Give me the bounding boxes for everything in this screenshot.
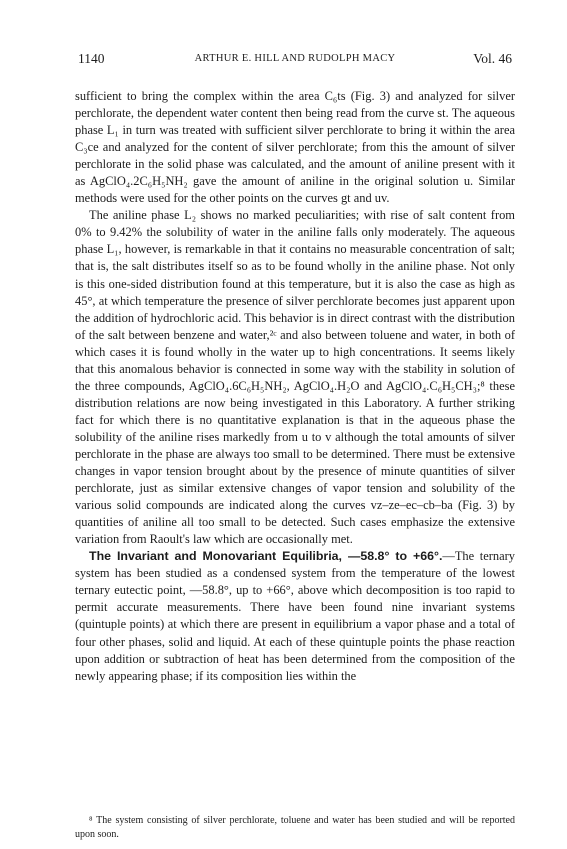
paragraph-aniline-phase: The aniline phase L₂ shows no marked peculiarities; with rise of salt content from 0% to 9.42% the solubility of water in the aniline falls only moderately. The aqueous phase L₁, however, is remarkable in that it contains no measurable concentration of salt; that is, the salt distributes itself so as to be found wholly in the aniline phase. Not only is this one-sided distribution found at this temperature, but it is also the case as high as 45°, at which temperature the presence of silver perchlorate becomes just apparent upon the addition of hydrochloric acid. This behavior is in direct contrast with the distribution of the salt between benzene and water,²ᶜ and also between toluene and water, in both of which cases it is found wholly in the water up to high concentrations. It seems likely that this anomalous behavior is connected in some way with the stability in solution of the three compounds, AgClO₄.6C₆H₅NH₂, AgClO₄.H₂O and AgClO₄.C₆H₅CH₃;⁸ these distribution relations are now being investigated in this Laboratory. A further striking fact for which there is no quantitative explanation is that in the aqueous phase the solubility of the aniline rises markedly from u to v although the total amounts of silver perchlorate in the phase are always too small to be determined. There must be extensive changes in vapor tension brought about by the presence of minute quantities of silver perchlorate, just as similar extensive changes of vapor tension and solubility of the various solid compounds are indicated along the curves vz–ze–ec–cb–ba (Fig. 3) by quantities of aniline all too small to be detected. Such cases emphasize the extensive variation from Raoult's law which are occasionally met. [75,208,515,547]
section-heading: The Invariant and Monovariant Equilibria, —58.8° to +66°. [89,549,443,564]
body-text [75,88,515,685]
running-title: ARTHUR E. HILL AND RUDOLPH MACY [194,53,396,64]
page-number: 1140 [78,51,105,66]
paragraph-invariant-equilibria [75,548,515,684]
footnote [75,814,515,842]
paragraph-continuation: sufficient to bring the complex within the area C₆ts (Fig. 3) and analyzed for silver perchlorate, the dependent water content then being read from the curve st. The aqueous phase L₁ in turn was treated with sufficient silver perchlorate to bring it within the area C₃ce and analyzed for the content of silver perchlorate; from this the amount of silver perchlorate in the solid phase was calculated, and the amount of aniline present with it as AgClO₄.2C₆H₅NH₂ gave the amount of aniline in the original solution u. Similar methods were used for the other points on the curves gt and uv. [75,89,515,206]
footnote-8: ⁸ The system consisting of silver perchlorate, toluene and water has been studied and will be reported upon soon. [75,815,515,840]
section-text: —The ternary system has been studied as a condensed system from the temperature of the lowest ternary eutectic point, —58.8°, up to +66°, above which decomposition is too rapid to permit accurate measurements. There have been found nine invariant systems (quintuple points) at which there are present in equilibrium a vapor phase and a total of four other phases, solid and liquid. At each of these quintuple points the phase reaction upon addition or subtraction of heat has been determined from the composition of the newly appearing phase; if its composition lies within the [75,549,515,683]
volume-label: Vol. 46 [473,51,512,66]
running-header [78,51,512,71]
